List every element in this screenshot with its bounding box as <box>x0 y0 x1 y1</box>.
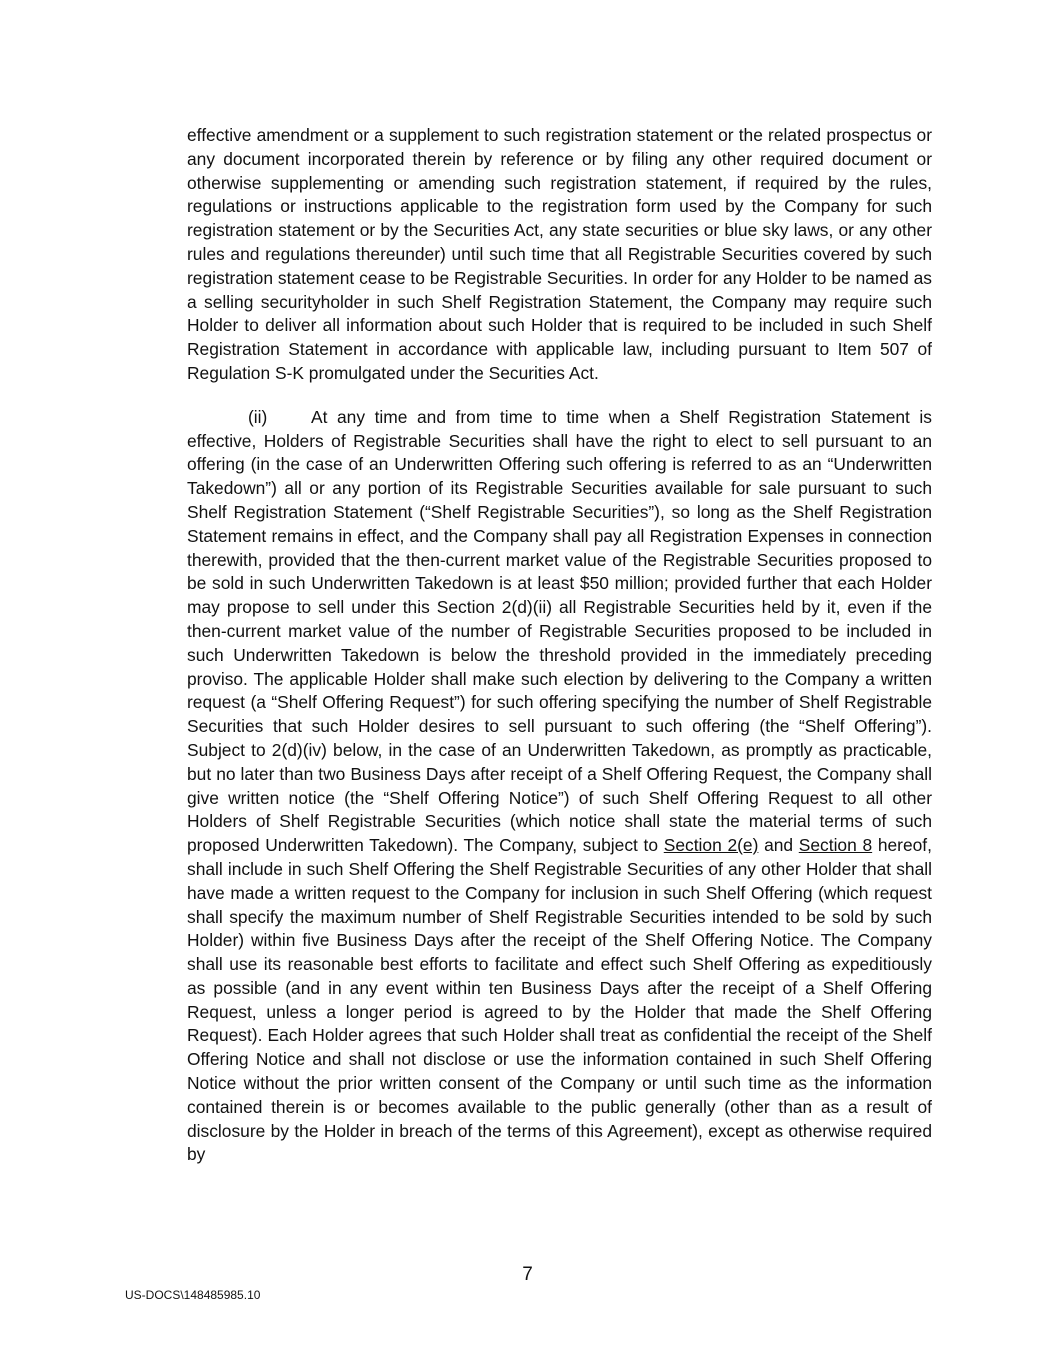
clause-text-part-b: and <box>764 835 794 856</box>
section-8-reference: Section 8 <box>798 835 873 856</box>
paragraph-continuation-text: effective amendment or a supplement to such registration statement or the related prospectus or any document incorporated therein by reference or by filing any other required document or otherwise supplementing or amending such registration statement, if required by the rules, regulations or instructions applicable to the registration form used by the Company for such registration statement or by the Securities Act, any state securities or blue sky laws, or any other rules and regulations thereunder) until such time that all Registrable Securities covered by such registration statement cease to be Registrable Securities. In order for any Holder to be named as a selling securityholder in such Shelf Registration Statement, the Company may require such Holder to deliver all information about such Holder that is required to be included in such Shelf Registration Statement in accordance with applicable law, including pursuant to Item 507 of Regulation S-K promulgated under the Securities Act. <box>187 125 932 383</box>
document-body <box>187 124 932 1167</box>
clause-number: (ii) <box>248 406 268 427</box>
clause-text-part-a: At any time and from time to time when a Shelf Registration Statement is effective, Holders of Registrable Securities shall have the right to elect to sell pursuant to an offering (in the case of an Underwritten Offering such offering is referred to as an “Underwritten Takedown”) all or any portion of its Registrable Securities available for sale pursuant to such Shelf Registration Statement (“Shelf Registrable Securities”), so long as the Shelf Registration Statement remains in effect, and the Company shall pay all Registration Expenses in connection therewith, provided that the then-current market value of the Registrable Securities proposed to be sold in such Underwritten Takedown is at least $50 million; provided further that each Holder may propose to sell under this Section 2(d)(ii) all Registrable Securities held by it, even if the then-current market value of the number of Registrable Securities proposed to be included in such Underwritten Takedown is below the threshold provided in the immediately preceding proviso. The applicable Holder shall make such election by delivering to the Company a written request (a “Shelf Offering Request”) for such offering specifying the number of Shelf Registrable Securities that such Holder desires to sell pursuant to such offering (the “Shelf Offering”). Subject to 2(d)(iv) below, in the case of an Underwritten Takedown, as promptly as practicable, but no later than two Business Days after receipt of a Shelf Offering Request, the Company shall give written notice (the “Shelf Offering Notice”) of such Shelf Offering Request to all other Holders of Shelf Registrable Securities (which notice shall state the material terms of such proposed Underwritten Takedown). The Company, subject to <box>187 406 932 856</box>
document-id-footer: US-DOCS\148485985.10 <box>125 1288 261 1302</box>
section-2e-reference: Section 2(e) <box>663 835 759 856</box>
paragraph-2-d-ii <box>187 406 932 1168</box>
clause-text-part-c: hereof, shall include in such Shelf Offering the Shelf Registrable Securities of any other Holder that shall have made a written request to the Company for inclusion in such Shelf Offering (which request shall specify the maximum number of Shelf Registrable Securities intended to be sold by such Holder) within five Business Days after the receipt of the Shelf Offering Notice. The Company shall use its reasonable best efforts to facilitate and effect such Shelf Offering as expeditiously as possible (and in any event within ten Business Days after the receipt of a Shelf Offering Request, unless a longer period is agreed to by the Holder that made the Shelf Offering Request). Each Holder agrees that such Holder shall treat as confidential the receipt of the Shelf Offering Notice and shall not disclose or use the information contained in such Shelf Offering Notice without the prior written consent of the Company or until such time as the information contained therein is or becomes available to the public generally (other than as a result of disclosure by the Holder in breach of the terms of this Agreement), except as otherwise required by <box>187 835 932 1165</box>
paragraph-continuation <box>187 124 932 386</box>
page-number: 7 <box>522 1264 533 1285</box>
